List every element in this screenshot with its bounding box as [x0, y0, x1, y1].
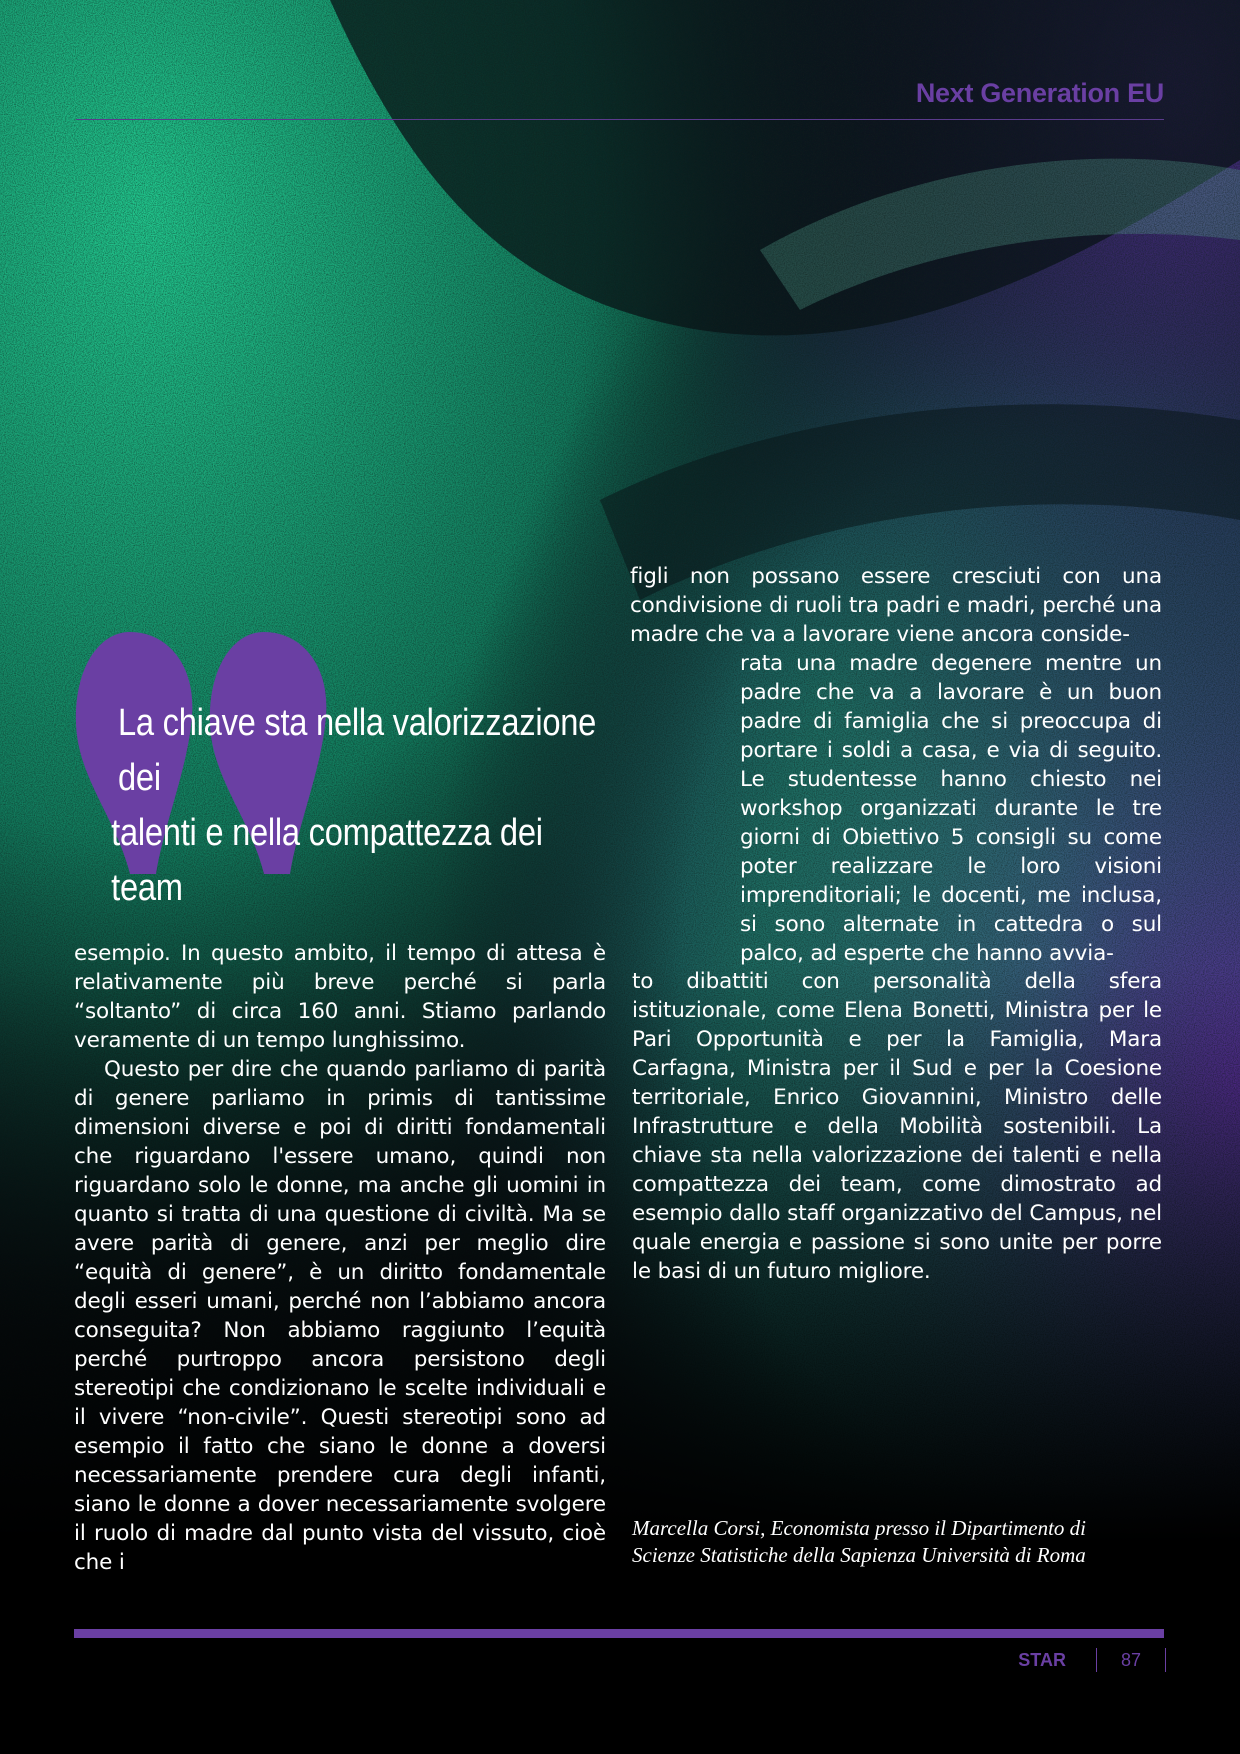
- article-column-right-wrap: [740, 649, 1162, 968]
- paragraph: figli non possano essere cresciuti con una condivisione di ruoli tra padri e madri, perché una madre che va a lavorare viene ancora conside-: [630, 564, 1162, 647]
- paragraph: to dibattiti con personalità della sfera istituzionale, come Elena Bonetti, Ministra per le Pari Opportunità e per la Famiglia, Mara Carfagna, Ministra per il Sud e per la Coesione territoriale, Enrico Giovannini, Ministro delle Infrastrutture e della Mobilità sostenibili. La chiave sta nella valorizzazione dei talenti e nella compattezza dei team, come dimostrato ad esempio dallo staff organizzativo del Campus, nel quale energia e passione si sono unite per porre le basi di un futuro migliore.: [632, 969, 1162, 1284]
- article-column-right-top: [630, 562, 1162, 649]
- header-divider: [76, 119, 1164, 120]
- byline-line: Scienze Statistiche della Sapienza Università di Roma: [632, 1543, 1086, 1567]
- magazine-name: STAR: [1018, 1649, 1066, 1670]
- paragraph: rata una madre degenere mentre un padre che va a lavorare è un buon padre di famiglia che si preoccupa di portare i soldi a casa, e via di seguito. Le studentesse hanno chiesto nei workshop organizzati durante le tre giorni di Obiettivo 5 consigli su come poter realizzare le loro visioni imprenditoriali; le docenti, me inclusa, si sono alternate in cattedra o sul palco, ad esperte che hanno avvia-: [740, 651, 1162, 966]
- paragraph: Questo per dire che quando parliamo di parità di genere parliamo in primis di tantissime dimensioni diverse e poi di diritti fondamentali che riguardano l'essere umano, quindi non riguardano solo le donne, ma anche gli uomini in quanto si tratta di una questione di civiltà. Ma se avere parità di genere, anzi per meglio dire “equità di genere”, è un diritto fondamentale degli esseri umani, perché non l’abbiamo ancora conseguita? Non abbiamo raggiunto l’equità perché purtroppo ancora persistono degli stereotipi che condizionano le scelte individuali e il vivere “non-civile”. Questi stereotipi sono ad esempio il fatto che siano le donne a doversi necessariamente prendere cura degli infanti, siano le donne a dover necessariamente svolgere il ruolo di madre dal punto vista del vissuto, cioè che i: [74, 1057, 606, 1575]
- pull-quote: [111, 696, 600, 916]
- article-column-right-bottom: [632, 967, 1162, 1286]
- footer-separator: [1096, 1648, 1097, 1672]
- page-number: 87: [1120, 1649, 1141, 1670]
- footer-separator: [1165, 1648, 1166, 1672]
- pull-quote-line: talenti e nella compattezza dei team: [111, 812, 543, 909]
- page-footer: [1018, 1645, 1166, 1675]
- byline-line: Marcella Corsi, Economista presso il Dipartimento di: [632, 1516, 1087, 1540]
- author-byline: [632, 1515, 1172, 1569]
- section-label: Next Generation EU: [915, 78, 1164, 108]
- pull-quote-line: La chiave sta nella valorizzazione dei: [118, 702, 597, 799]
- footer-divider: [74, 1629, 1164, 1638]
- article-column-left: [74, 939, 606, 1577]
- paragraph: esempio. In questo ambito, il tempo di attesa è relativamente più breve perché si parla “soltanto” di circa 160 anni. Stiamo parlando veramente di un tempo lunghissimo.: [74, 941, 606, 1053]
